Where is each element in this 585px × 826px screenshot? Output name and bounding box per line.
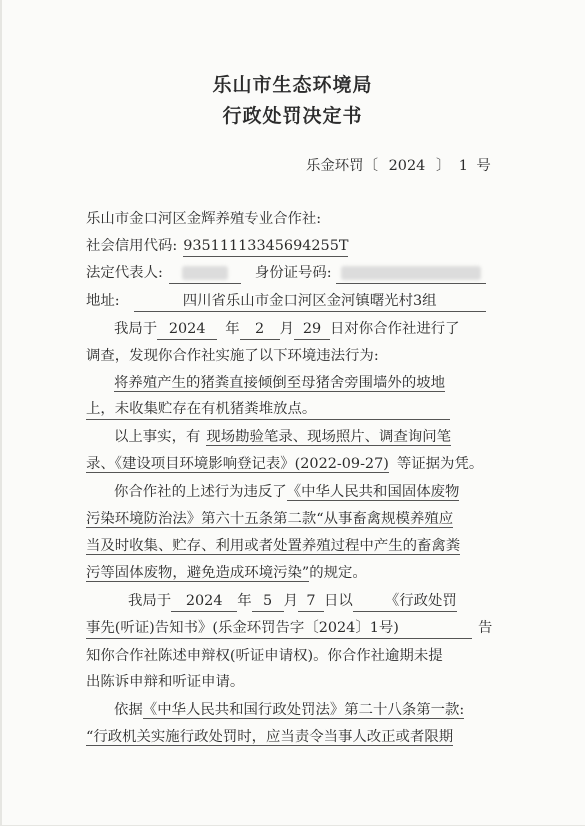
notice-line-3: 知你合作社陈述申辩权(听证申请权)。你合作社逾期未提 (86, 648, 443, 664)
violation-line-1: 将养殖产生的猪粪直接倾倒至母猪舍旁围墙外的坡地 (114, 375, 445, 391)
legal-basis-line-2: “行政机关实施行政处罚时，应当责令当事人改正或者限期 (86, 729, 454, 745)
law-violated-line-3: 当及时收集、贮存、利用或者处置养殖过程中产生的畜禽粪 (86, 538, 461, 554)
party-name: 乐山市金口河区金辉养殖专业合作社: (86, 211, 322, 227)
doc-type-title: 行政处罚决定书 (222, 105, 363, 127)
doc-issuer-title: 乐山市生态环境局 (212, 74, 373, 96)
credit-code: 93511113345694255T (183, 237, 348, 257)
doc-number: 乐金环罚〔 2024 〕 1 号 (306, 158, 491, 174)
violation-line-2: 上，未收集贮存在有机猪粪堆放点。 (86, 399, 450, 420)
evidence-line-1: 以上事实，有 现场勘验笔录、现场照片、调查询问笔 (114, 429, 452, 445)
law-violated-line-2: 污染环境防治法》第六十五条第二款“从事畜禽规模养殖应 (86, 511, 454, 527)
id-number (336, 264, 486, 284)
representative-line: 法定代表人: 身份证号码: (86, 263, 486, 284)
law-violated-line-1: 你合作社的上述行为违反了《中华人民共和国固体废物 (114, 484, 460, 500)
notice-line-1: 我局于 2024 年 5 月 7 日以 《行政处罚 (128, 591, 457, 612)
notice-line-2: 事先(听证)告知书》(乐金环罚告字〔2024〕1号) 告 (86, 618, 492, 639)
address-line: 地址: 四川省乐山市金口河区金河镇曙光村3组 (86, 291, 486, 312)
investigation-line-2: 调查，发现你合作社实施了以下环境违法行为: (86, 348, 379, 364)
investigation-line-1: 我局于 2024 年 2 月 29 日对你合作社进行了 (114, 319, 460, 340)
representative-name (169, 264, 241, 284)
law-violated-line-4: 污等固体废物，避免造成环境污染”的规定。 (86, 565, 367, 581)
evidence-line-2: 录、《建设项目环境影响登记表》(2022-09-27) 等证据为凭。 (86, 456, 484, 472)
address: 四川省乐山市金口河区金河镇曙光村3组 (134, 292, 486, 312)
legal-basis-line-1: 依据《中华人民共和国行政处罚法》第二十八条第一款: (114, 702, 465, 718)
credit-code-line: 社会信用代码: 93511113345694255T (86, 236, 348, 257)
notice-line-4: 出陈诉申辩和听证申请。 (86, 674, 245, 690)
